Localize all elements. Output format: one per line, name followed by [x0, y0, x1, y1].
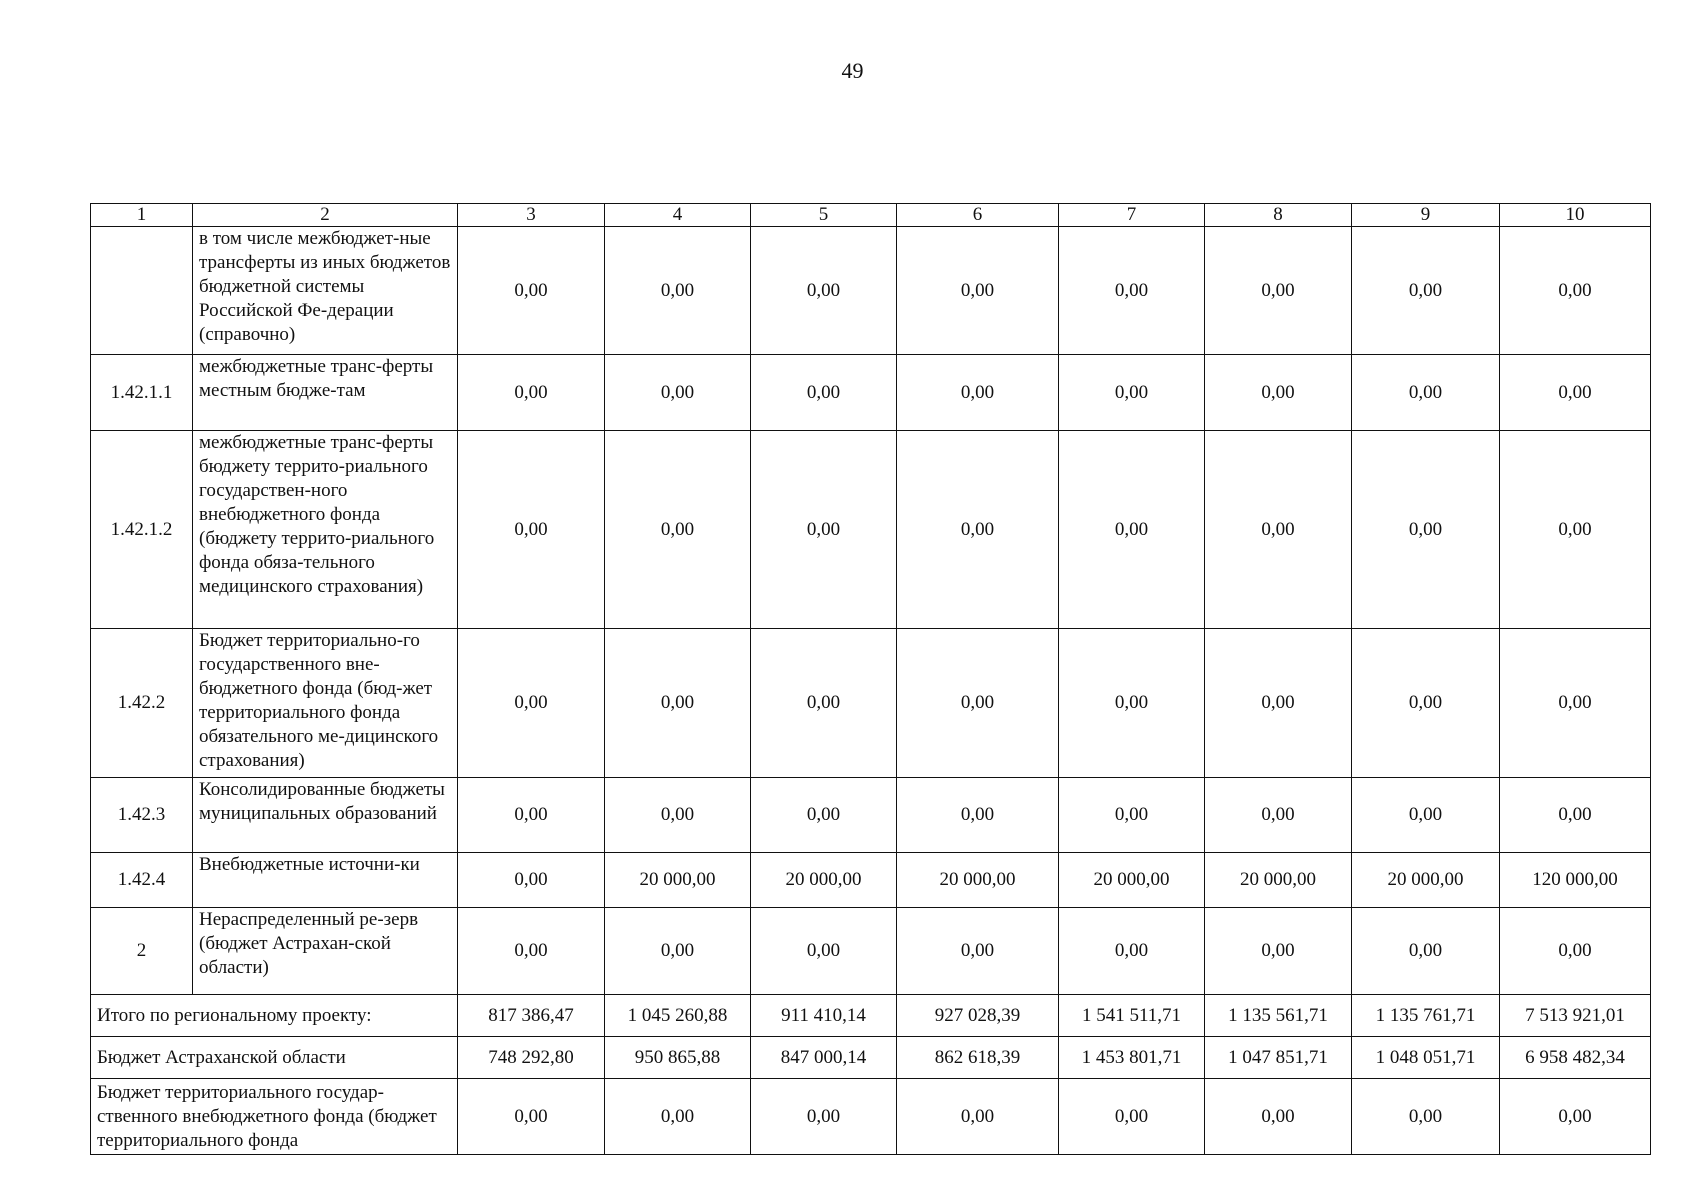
row-code: 1.42.1.2: [91, 431, 193, 629]
total-cell: 6 958 482,34: [1500, 1037, 1651, 1079]
table-row: [91, 355, 1651, 431]
value-cell: 0,00: [1500, 908, 1651, 995]
column-number: 9: [1352, 204, 1500, 227]
value-cell: 20 000,00: [1352, 853, 1500, 908]
value-cell: 0,00: [897, 908, 1059, 995]
value-cell: 0,00: [1352, 431, 1500, 629]
total-cell: 1 541 511,71: [1059, 995, 1205, 1037]
total-row: [91, 1079, 1651, 1155]
value-cell: 0,00: [605, 629, 751, 778]
total-cell: 0,00: [1352, 1079, 1500, 1155]
table-row: [91, 853, 1651, 908]
row-label: межбюджетные транс-ферты местным бюдже-там: [193, 355, 458, 431]
value-cell: 20 000,00: [605, 853, 751, 908]
total-cell: 1 453 801,71: [1059, 1037, 1205, 1079]
value-cell: 0,00: [897, 431, 1059, 629]
column-number: 6: [897, 204, 1059, 227]
value-cell: 0,00: [1352, 227, 1500, 355]
value-cell: 0,00: [751, 227, 897, 355]
value-cell: 0,00: [1205, 778, 1352, 853]
total-cell: 0,00: [458, 1079, 605, 1155]
value-cell: 0,00: [1059, 908, 1205, 995]
value-cell: 0,00: [605, 431, 751, 629]
table-row: [91, 778, 1651, 853]
total-cell: 0,00: [1205, 1079, 1352, 1155]
total-cell: 1 135 561,71: [1205, 995, 1352, 1037]
value-cell: 0,00: [751, 629, 897, 778]
value-cell: 0,00: [1205, 629, 1352, 778]
total-cell: 0,00: [897, 1079, 1059, 1155]
value-cell: 0,00: [897, 778, 1059, 853]
total-cell: 748 292,80: [458, 1037, 605, 1079]
page-number: 49: [841, 58, 864, 83]
value-cell: 20 000,00: [897, 853, 1059, 908]
total-cell: 1 045 260,88: [605, 995, 751, 1037]
total-cell: 950 865,88: [605, 1037, 751, 1079]
column-number: 5: [751, 204, 897, 227]
value-cell: 0,00: [1059, 778, 1205, 853]
total-cell: 0,00: [1500, 1079, 1651, 1155]
budget-table: [90, 203, 1651, 1155]
total-label: Бюджет территориального государ-ственного внебюджетного фонда (бюджет территориального фонда: [91, 1079, 458, 1155]
total-cell: 927 028,39: [897, 995, 1059, 1037]
value-cell: 0,00: [1352, 778, 1500, 853]
value-cell: 0,00: [1205, 227, 1352, 355]
value-cell: 0,00: [897, 227, 1059, 355]
value-cell: 120 000,00: [1500, 853, 1651, 908]
row-code: 1.42.2: [91, 629, 193, 778]
total-cell: 1 048 051,71: [1352, 1037, 1500, 1079]
total-cell: 0,00: [751, 1079, 897, 1155]
value-cell: 0,00: [458, 431, 605, 629]
value-cell: 0,00: [458, 355, 605, 431]
value-cell: 0,00: [1500, 778, 1651, 853]
value-cell: 0,00: [1352, 355, 1500, 431]
total-cell: 817 386,47: [458, 995, 605, 1037]
total-cell: 862 618,39: [897, 1037, 1059, 1079]
total-cell: 911 410,14: [751, 995, 897, 1037]
row-code: 1.42.1.1: [91, 355, 193, 431]
total-cell: 1 047 851,71: [1205, 1037, 1352, 1079]
value-cell: 0,00: [458, 629, 605, 778]
value-cell: 0,00: [1352, 908, 1500, 995]
column-number: 2: [193, 204, 458, 227]
value-cell: 0,00: [605, 778, 751, 853]
value-cell: 0,00: [1059, 431, 1205, 629]
column-number: 4: [605, 204, 751, 227]
total-cell: 1 135 761,71: [1352, 995, 1500, 1037]
table-row: [91, 227, 1651, 355]
column-number-row: [91, 204, 1651, 227]
value-cell: 20 000,00: [1205, 853, 1352, 908]
value-cell: 0,00: [605, 908, 751, 995]
table-row: [91, 629, 1651, 778]
value-cell: 0,00: [458, 778, 605, 853]
value-cell: 0,00: [751, 431, 897, 629]
total-row: [91, 1037, 1651, 1079]
value-cell: 0,00: [458, 227, 605, 355]
value-cell: 0,00: [605, 227, 751, 355]
column-number: 8: [1205, 204, 1352, 227]
value-cell: 0,00: [1059, 629, 1205, 778]
total-cell: 847 000,14: [751, 1037, 897, 1079]
value-cell: 0,00: [1059, 227, 1205, 355]
total-cell: 0,00: [605, 1079, 751, 1155]
value-cell: 20 000,00: [1059, 853, 1205, 908]
row-label: Бюджет территориально-го государственного вне-бюджетного фонда (бюд-жет территориального фонда обязательного ме-дицинского страхования): [193, 629, 458, 778]
table-row: [91, 908, 1651, 995]
row-label: в том числе межбюджет-ные трансферты из иных бюджетов бюджетной системы Российской Фе-дерации (справочно): [193, 227, 458, 355]
column-number: 10: [1500, 204, 1651, 227]
value-cell: 0,00: [1500, 355, 1651, 431]
total-cell: 0,00: [1059, 1079, 1205, 1155]
value-cell: 0,00: [1500, 431, 1651, 629]
value-cell: 0,00: [1352, 629, 1500, 778]
table-row: [91, 431, 1651, 629]
total-row: [91, 995, 1651, 1037]
total-label: Итого по региональному проекту:: [91, 995, 458, 1037]
value-cell: 0,00: [1205, 355, 1352, 431]
value-cell: 20 000,00: [751, 853, 897, 908]
row-label: Консолидированные бюджеты муниципальных образований: [193, 778, 458, 853]
column-number: 7: [1059, 204, 1205, 227]
value-cell: 0,00: [751, 908, 897, 995]
value-cell: 0,00: [458, 853, 605, 908]
value-cell: 0,00: [897, 355, 1059, 431]
value-cell: 0,00: [1205, 908, 1352, 995]
row-code: [91, 227, 193, 355]
value-cell: 0,00: [897, 629, 1059, 778]
total-label: Бюджет Астраханской области: [91, 1037, 458, 1079]
value-cell: 0,00: [605, 355, 751, 431]
row-code: 1.42.3: [91, 778, 193, 853]
row-code: 2: [91, 908, 193, 995]
row-code: 1.42.4: [91, 853, 193, 908]
value-cell: 0,00: [751, 778, 897, 853]
value-cell: 0,00: [1205, 431, 1352, 629]
row-label: межбюджетные транс-ферты бюджету террито-риального государствен-ного внебюджетного фонда (бюджету террито-риального фонда обяза-тельного медицинского страхования): [193, 431, 458, 629]
total-cell: 7 513 921,01: [1500, 995, 1651, 1037]
row-label: Внебюджетные источни-ки: [193, 853, 458, 908]
column-number: 3: [458, 204, 605, 227]
value-cell: 0,00: [751, 355, 897, 431]
row-label: Нераспределенный ре-зерв (бюджет Астрахан-ской области): [193, 908, 458, 995]
value-cell: 0,00: [1500, 629, 1651, 778]
value-cell: 0,00: [458, 908, 605, 995]
column-number: 1: [91, 204, 193, 227]
value-cell: 0,00: [1500, 227, 1651, 355]
value-cell: 0,00: [1059, 355, 1205, 431]
